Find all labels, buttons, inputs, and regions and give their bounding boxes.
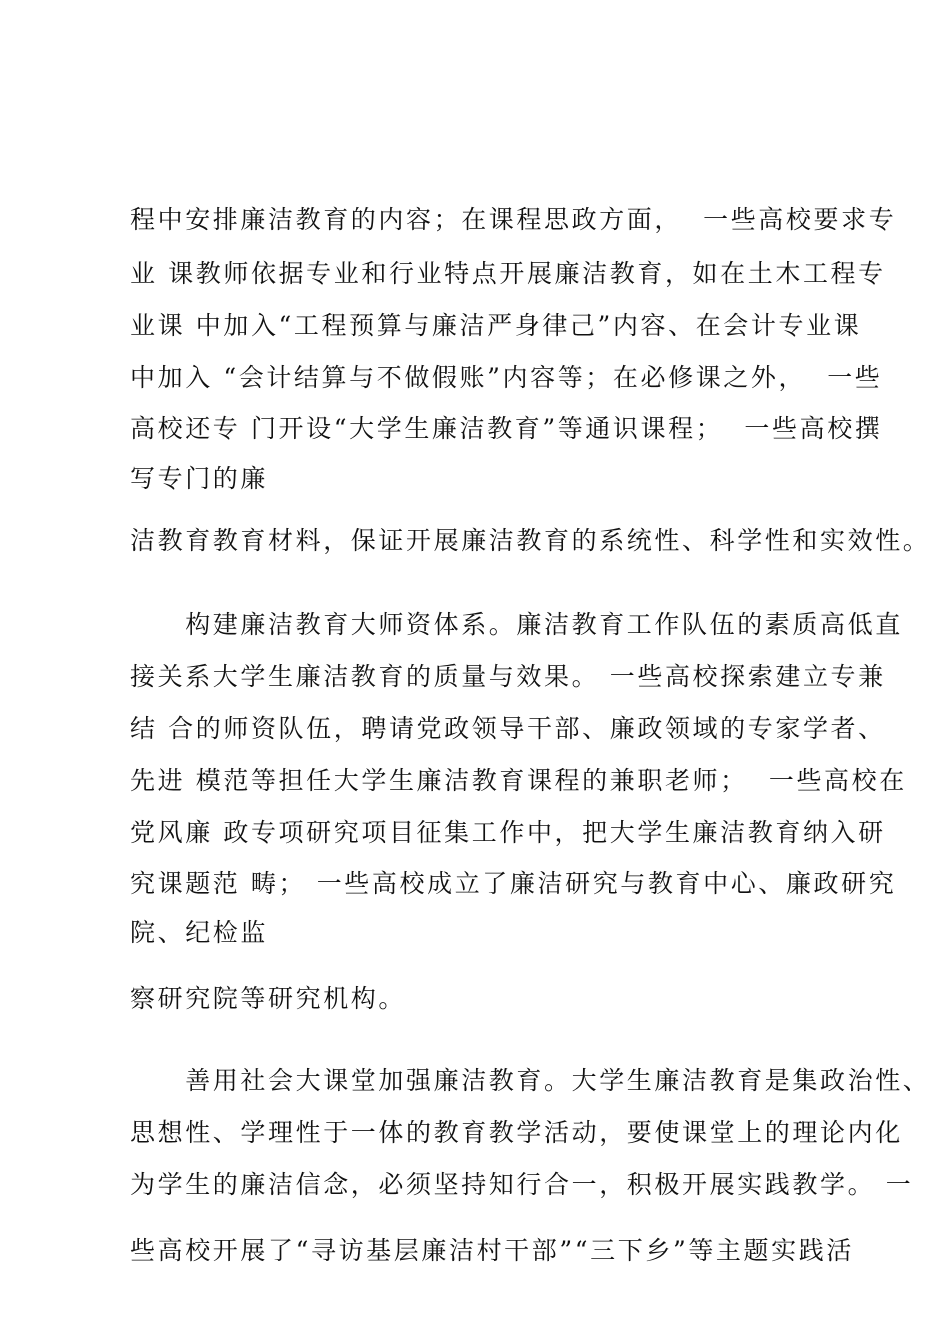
text-line: 善用社会大课堂加强廉洁教育。大学生廉洁教育是集政治性、 xyxy=(130,1066,931,1095)
text-line: 中加入 “会计结算与不做假账”内容等；在必修课之外， 一些 xyxy=(130,363,883,392)
text-line: 些高校开展了“寻访基层廉洁村干部”“三下乡”等主题实践活 xyxy=(130,1236,854,1265)
text-line: 为学生的廉洁信念，必须坚持知行合一，积极开展实践教学。 一 xyxy=(130,1170,914,1199)
text-line: 业课 中加入“工程预算与廉洁严身律己”内容、在会计专业课 xyxy=(130,311,862,340)
text-line: 察研究院等研究机构。 xyxy=(130,984,407,1013)
text-line: 思想性、学理性于一体的教育教学活动，要使课堂上的理论内化 xyxy=(130,1118,903,1147)
text-line: 写专门的廉 xyxy=(130,464,269,493)
text-line: 业 课教师依据专业和行业特点开展廉洁教育，如在土木工程专 xyxy=(130,259,886,288)
text-line: 院、纪检监 xyxy=(130,918,269,947)
text-line: 党风廉 政专项研究项目征集工作中，把大学生廉洁教育纳入研 xyxy=(130,818,886,847)
text-line: 结 合的师资队伍，聘请党政领导干部、廉政领域的专家学者、 xyxy=(130,714,886,743)
text-line: 洁教育教育材料，保证开展廉洁教育的系统性、科学性和实效性。 xyxy=(130,526,931,555)
text-line: 先进 模范等担任大学生廉洁教育课程的兼职老师； 一些高校在 xyxy=(130,766,907,795)
text-line: 接关系大学生廉洁教育的质量与效果。 一些高校探索建立专兼 xyxy=(130,662,886,691)
text-line: 程中安排廉洁教育的内容；在课程思政方面， 一些高校要求专 xyxy=(130,205,897,234)
text-line: 高校还专 门开设“大学生廉洁教育”等通识课程； 一些高校撰 xyxy=(130,414,883,443)
text-line: 究课题范 畴； 一些高校成立了廉洁研究与教育中心、廉政研究 xyxy=(130,869,897,898)
text-line: 构建廉洁教育大师资体系。廉洁教育工作队伍的素质高低直 xyxy=(130,610,903,639)
